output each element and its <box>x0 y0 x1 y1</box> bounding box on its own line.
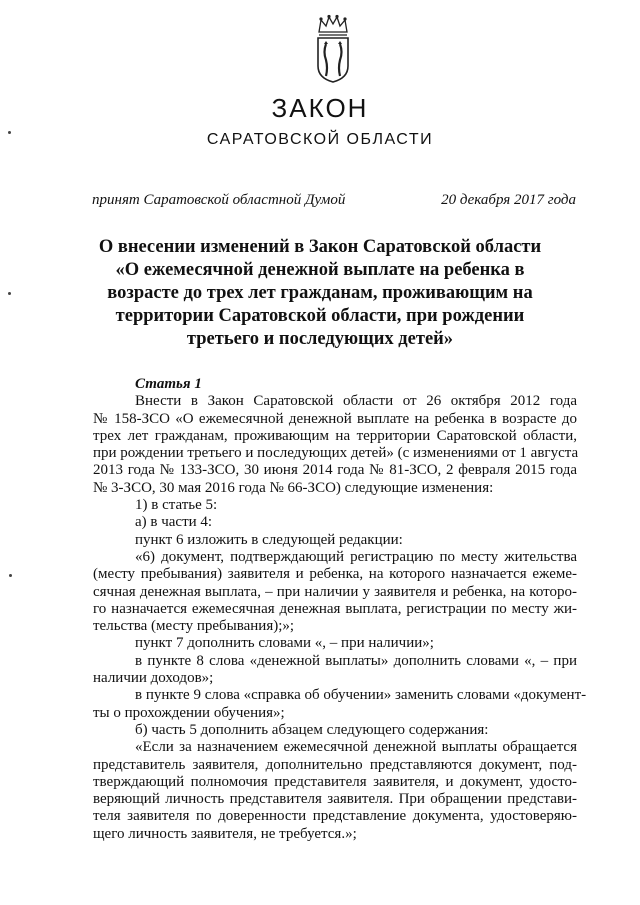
body-line: в пункте 9 слова «справка об обучении» заменить словами «документ- <box>135 687 587 704</box>
body-line: № 158-ЗСО «О ежемесячной денежной выплате на ребенка в возрасте до <box>93 410 577 427</box>
body-line: тельства (месту пребывания);»; <box>93 618 295 635</box>
body-line: при рождении третьего и последующих детей» (с изменениями от 1 августа <box>93 445 579 462</box>
law-main-title <box>95 236 545 351</box>
adoption-date: 20 декабря 2017 года <box>441 192 576 208</box>
body-line: а) в части 4: <box>135 514 213 531</box>
title-line: территории Саратовской области, при рождении <box>115 306 525 326</box>
body-line: пункт 6 изложить в следующей редакции: <box>135 531 403 548</box>
body-line: в пункте 8 слова «денежной выплаты» дополнить словами «, – при <box>135 652 577 669</box>
body-line: № 3-ЗСО, 30 мая 2016 года № 66-ЗСО) следующие изменения: <box>93 479 494 496</box>
body-line: ты о прохождении обучения»; <box>93 704 285 721</box>
saratov-coat-of-arms-icon <box>313 14 353 84</box>
article-body <box>93 376 587 843</box>
body-line: тверждающий полномочия представителя заявителя, и документ, удосто- <box>93 773 577 790</box>
title-line: О внесении изменений в Закон Саратовской области <box>98 237 542 257</box>
body-line: представитель заявителя, дополнительно представляются документ, под- <box>93 756 577 773</box>
scan-speck <box>8 131 11 134</box>
body-line: Внести в Закон Саратовской области от 26 октября 2012 года <box>135 393 577 410</box>
title-line: третьего и последующих детей» <box>186 329 454 349</box>
title-line: возрасте до трех лет гражданам, проживающим на <box>107 283 533 303</box>
body-line: наличии доходов»; <box>93 670 214 687</box>
body-line: щего личность заявителя, не требуется.»; <box>93 825 357 842</box>
body-line: б) часть 5 дополнить абзацем следующего содержания: <box>135 721 489 738</box>
body-line: (месту пребывания) заявителя и ребенка, на которого назначается ежеме- <box>93 566 577 583</box>
law-title: ЗАКОН <box>271 93 369 123</box>
body-line: «6) документ, подтверждающий регистрацию по месту жительства <box>135 548 577 565</box>
body-line: «Если за назначением ежемесячной денежной выплаты обращается <box>135 739 577 756</box>
body-line: сячная денежная выплата, – при наличии у заявителя и ребенка, на которо- <box>93 583 577 600</box>
body-line: 2013 года № 133-ЗСО, 30 июня 2014 года № 81-ЗСО, 2 февраля 2015 года <box>93 462 577 479</box>
scan-speck <box>8 292 11 295</box>
body-line: 1) в статье 5: <box>135 497 218 514</box>
body-line: веряющий личность представителя заявителя. При обращении представи- <box>93 791 577 808</box>
body-line: теля заявителя по доверенности представление документа, удостоверяю- <box>93 808 577 825</box>
law-region: САРАТОВСКОЙ ОБЛАСТИ <box>206 131 434 148</box>
body-line: пункт 7 дополнить словами «, – при наличии»; <box>135 635 434 652</box>
article-heading: Статья 1 <box>135 376 202 392</box>
body-line: го назначается ежемесячная денежная выплата, регистрации по месту жи- <box>93 600 577 617</box>
title-line: «О ежемесячной денежной выплате на ребенка в <box>115 260 525 280</box>
scan-speck <box>9 574 12 577</box>
adopted-by: принят Саратовской областной Думой <box>92 192 346 208</box>
body-line: трех лет гражданам, проживающим на территории Саратовской области, <box>93 427 577 444</box>
